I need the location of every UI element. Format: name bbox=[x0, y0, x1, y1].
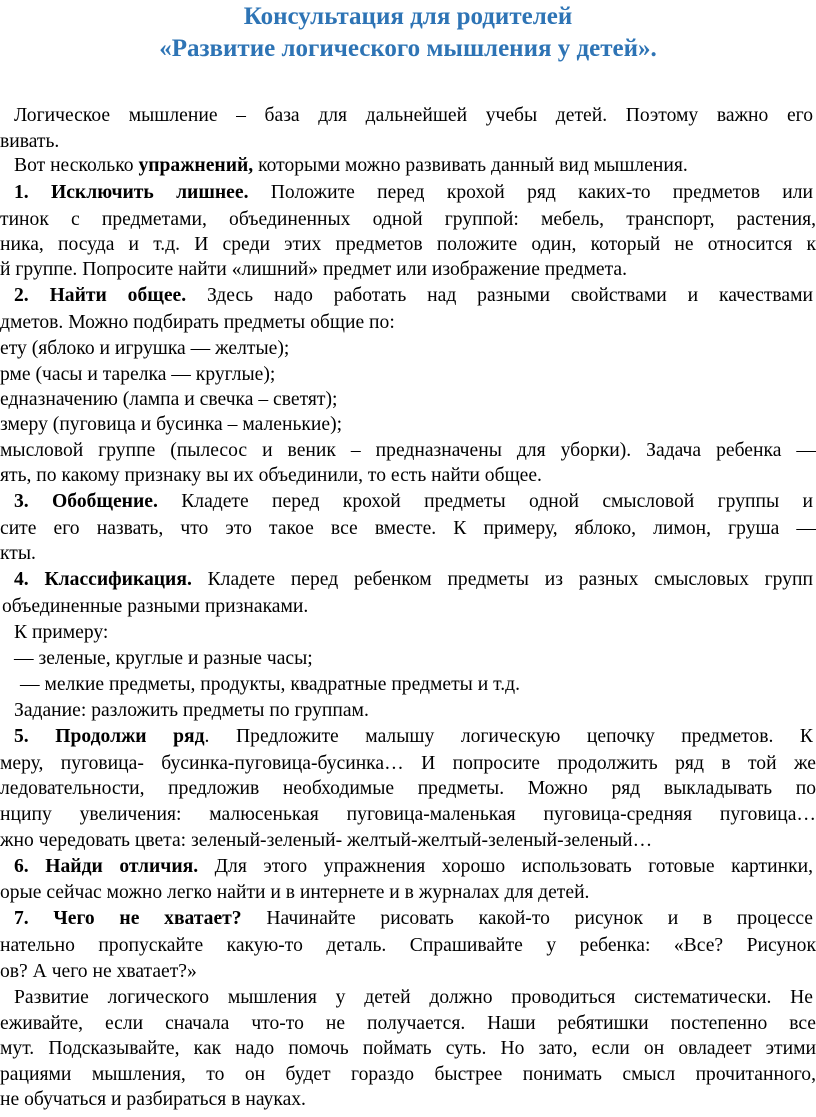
paragraph-line: ледовательности, предложив необходимые предметы. Можно ряд выкладывать по bbox=[0, 778, 816, 799]
paragraph-line: кты. bbox=[0, 543, 36, 564]
paragraph-line: Задание: разложить предметы по группам. bbox=[14, 700, 369, 721]
conclusion-line: еживайте, если сначала что-то не получается. Наши ребятишки постепенно все bbox=[0, 1013, 816, 1034]
list-item: ету (яблоко и игрушка — желтые); bbox=[0, 338, 290, 359]
exercise-3-heading: 3. Обобщение. Кладете перед крохой предметы одной смысловой группы и bbox=[14, 491, 813, 512]
exercise-6-heading: 6. Найди отличия. Для этого упражнения хорошо использовать готовые картинки, bbox=[14, 856, 813, 877]
list-item: рме (часы и тарелка — круглые); bbox=[0, 364, 276, 385]
paragraph-line: тинок с предметами, объединенных одной группой: мебель, транспорт, растения, bbox=[0, 209, 816, 230]
list-item: мысловой группе (пылесос и веник – предназначены для уборки). Задача ребенка — bbox=[0, 440, 816, 461]
exercise-4-heading: 4. Классификация. Кладете перед ребенком предметы из разных смысловых групп bbox=[14, 569, 813, 590]
list-item: — зеленые, круглые и разные часы; bbox=[14, 648, 313, 669]
list-item: змеру (пуговица и бусинка – маленькие); bbox=[0, 414, 343, 435]
exercise-2-heading: 2. Найти общее. Здесь надо работать над разными свойствами и качествами bbox=[14, 285, 813, 306]
paragraph-line: ника, посуда и т.д. И среди этих предметов положите один, который не относится к bbox=[0, 234, 816, 255]
paragraph-line: дметов. Можно подбирать предметы общие по: bbox=[0, 312, 395, 333]
exercise-1-heading: 1. Исключить лишнее. Положите перед крохой ряд каких-то предметов или bbox=[14, 182, 813, 203]
conclusion-line: рациями мышления, то он будет гораздо быстрее понимать смысл прочитанного, bbox=[0, 1064, 816, 1085]
conclusion-line: не обучаться и разбираться в науках. bbox=[0, 1089, 306, 1110]
paragraph-line: меру, пуговица- бусинка-пуговица-бусинка… И попросите продолжить ряд в той же bbox=[0, 753, 816, 774]
list-item: — мелкие предметы, продукты, квадратные предметы и т.д. bbox=[20, 674, 520, 695]
paragraph-line: объединенные разными признаками. bbox=[2, 596, 309, 617]
page-subtitle: «Развитие логического мышления у детей». bbox=[159, 35, 657, 62]
paragraph-line: ов? А чего не хватает?» bbox=[0, 961, 197, 982]
page-title: Консультация для родителей bbox=[243, 3, 573, 30]
paragraph-line: орые сейчас можно легко найти и в интернете и в журналах для детей. bbox=[0, 882, 590, 903]
paragraph-line: Вот несколько упражнений, которыми можно развивать данный вид мышления. bbox=[14, 155, 688, 176]
exercise-7-heading: 7. Чего не хватает? Начинайте рисовать какой-то рисунок и в процессе bbox=[14, 908, 813, 929]
paragraph-line: й группе. Попросите найти «лишний» предмет или изображение предмета. bbox=[0, 259, 627, 280]
conclusion-line: мут. Подсказывайте, как надо помочь поймать суть. Но зато, если он овладеет этими bbox=[0, 1038, 816, 1059]
paragraph-line: ять, по какому признаку вы их объединили, то есть найти общее. bbox=[0, 465, 542, 486]
paragraph-line: нципу увеличения: малюсенькая пуговица-маленькая пуговица-средняя пуговица… bbox=[0, 804, 816, 825]
exercise-5-heading: 5. Продолжи ряд. Предложите малышу логическую цепочку предметов. К bbox=[14, 726, 813, 747]
paragraph-line: К примеру: bbox=[14, 622, 109, 643]
paragraph-line: вивать. bbox=[0, 131, 60, 152]
paragraph-line: сите его назвать, что это такое все вместе. К примеру, яблоко, лимон, груша — bbox=[0, 518, 816, 539]
bold-text: упражнений, bbox=[138, 155, 254, 176]
paragraph-line: нательно пропускайте какую-то деталь. Спрашивайте у ребенка: «Все? Рисунок bbox=[0, 935, 816, 956]
list-item: едназначению (лампа и свечка – светят); bbox=[0, 389, 338, 410]
paragraph-line: жно чередовать цвета: зеленый-зеленый- желтый-желтый-зеленый-зеленый… bbox=[0, 830, 653, 851]
paragraph-line: Логическое мышление – база для дальнейшей учебы детей. Поэтому важно его bbox=[14, 105, 813, 126]
conclusion-line: Развитие логического мышления у детей должно проводиться систематически. Не bbox=[14, 987, 813, 1008]
